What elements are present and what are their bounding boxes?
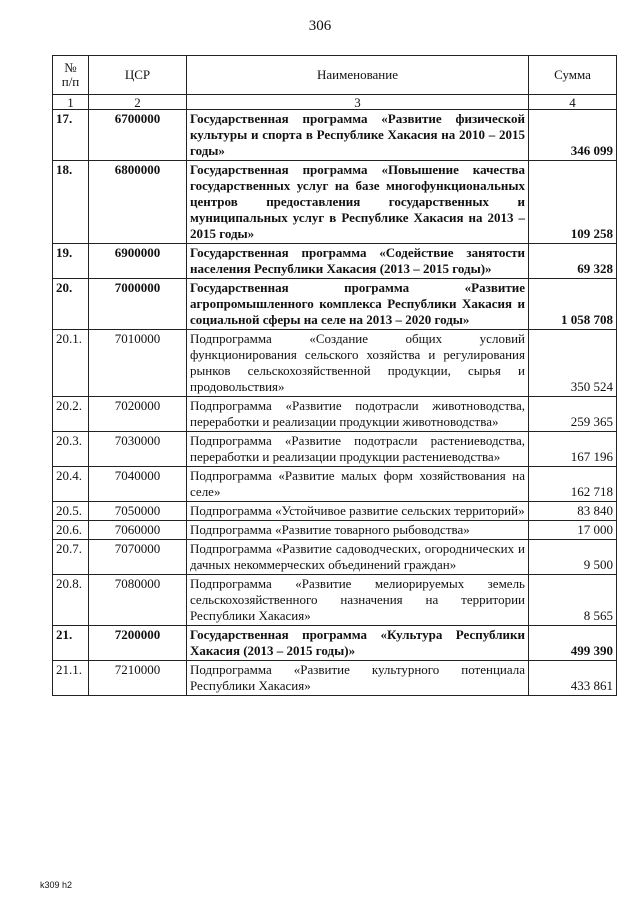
table-row xyxy=(53,540,617,575)
row-sum: 162 718 xyxy=(529,467,617,502)
column-index-row xyxy=(53,95,617,110)
row-sum: 433 861 xyxy=(529,661,617,696)
table-row xyxy=(53,330,617,397)
row-csr-code: 7010000 xyxy=(89,330,187,397)
row-sum: 8 565 xyxy=(529,575,617,626)
row-sum: 167 196 xyxy=(529,432,617,467)
table-row xyxy=(53,279,617,330)
row-name: Государственная программа «Развитие физической культуры и спорта в Республике Хакасия на 2010 – 2015 годы» xyxy=(187,110,529,161)
row-name: Подпрограмма «Развитие мелиорируемых земель сельскохозяйственного назначения на территории Республики Хакасия» xyxy=(187,575,529,626)
footer-code: k309 h2 xyxy=(40,880,73,890)
column-index: 3 xyxy=(187,95,529,110)
row-name: Подпрограмма «Создание общих условий функционирования сельского хозяйства и регулирования рынков сельскохозяйственной продукции, сырья и продовольствия» xyxy=(187,330,529,397)
budget-table xyxy=(52,55,617,696)
row-csr-code: 6800000 xyxy=(89,161,187,244)
column-index: 4 xyxy=(529,95,617,110)
table-row xyxy=(53,661,617,696)
row-sum: 109 258 xyxy=(529,161,617,244)
row-number: 17. xyxy=(53,110,89,161)
row-csr-code: 7040000 xyxy=(89,467,187,502)
row-sum: 1 058 708 xyxy=(529,279,617,330)
page-number: 306 xyxy=(308,18,332,34)
row-csr-code: 6700000 xyxy=(89,110,187,161)
row-name: Государственная программа «Содействие занятости населения Республики Хакасия (2013 – 2015 годы)» xyxy=(187,244,529,279)
row-number: 20.2. xyxy=(53,397,89,432)
row-name: Подпрограмма «Развитие подотрасли животноводства, переработки и реализации продукции животноводства» xyxy=(187,397,529,432)
row-csr-code: 7200000 xyxy=(89,626,187,661)
row-name: Государственная программа «Культура Республики Хакасия (2013 – 2015 годы)» xyxy=(187,626,529,661)
row-name: Государственная программа «Развитие агропромышленного комплекса Республики Хакасия и социальной сферы на селе на 2013 – 2020 годы» xyxy=(187,279,529,330)
row-sum: 499 390 xyxy=(529,626,617,661)
row-csr-code: 6900000 xyxy=(89,244,187,279)
table-row xyxy=(53,244,617,279)
table-row xyxy=(53,521,617,540)
row-csr-code: 7060000 xyxy=(89,521,187,540)
header-sum: Сумма xyxy=(529,56,617,95)
row-name: Государственная программа «Повышение качества государственных услуг на базе многофункциональных центров предоставления государственных и муниципальных услуг в Республике Хакасия на 2013 – 2015 годы» xyxy=(187,161,529,244)
table-row xyxy=(53,502,617,521)
table-body xyxy=(53,110,617,696)
row-sum: 350 524 xyxy=(529,330,617,397)
table-row xyxy=(53,467,617,502)
row-name: Подпрограмма «Развитие малых форм хозяйствования на селе» xyxy=(187,467,529,502)
row-name: Подпрограмма «Устойчивое развитие сельских территорий» xyxy=(187,502,529,521)
row-number: 19. xyxy=(53,244,89,279)
table-row xyxy=(53,397,617,432)
row-sum: 259 365 xyxy=(529,397,617,432)
column-index: 1 xyxy=(53,95,89,110)
column-index: 2 xyxy=(89,95,187,110)
row-csr-code: 7020000 xyxy=(89,397,187,432)
row-csr-code: 7210000 xyxy=(89,661,187,696)
table-row xyxy=(53,432,617,467)
header-name: Наименование xyxy=(187,56,529,95)
row-csr-code: 7030000 xyxy=(89,432,187,467)
table-row xyxy=(53,575,617,626)
row-number: 20.5. xyxy=(53,502,89,521)
row-csr-code: 7000000 xyxy=(89,279,187,330)
row-csr-code: 7080000 xyxy=(89,575,187,626)
row-sum: 346 099 xyxy=(529,110,617,161)
row-number: 21. xyxy=(53,626,89,661)
row-number: 20.4. xyxy=(53,467,89,502)
row-csr-code: 7050000 xyxy=(89,502,187,521)
row-number: 20.7. xyxy=(53,540,89,575)
row-sum: 9 500 xyxy=(529,540,617,575)
row-number: 21.1. xyxy=(53,661,89,696)
table-header-row xyxy=(53,56,617,95)
row-name: Подпрограмма «Развитие подотрасли растениеводства, переработки и реализации продукции растениеводства» xyxy=(187,432,529,467)
row-sum: 17 000 xyxy=(529,521,617,540)
row-number: 20.1. xyxy=(53,330,89,397)
row-sum: 83 840 xyxy=(529,502,617,521)
row-number: 20.3. xyxy=(53,432,89,467)
row-csr-code: 7070000 xyxy=(89,540,187,575)
row-number: 20.6. xyxy=(53,521,89,540)
row-number: 18. xyxy=(53,161,89,244)
table-row xyxy=(53,626,617,661)
header-csr: ЦСР xyxy=(89,56,187,95)
row-name: Подпрограмма «Развитие садоводческих, огороднических и дачных некоммерческих объединений граждан» xyxy=(187,540,529,575)
row-name: Подпрограмма «Развитие товарного рыбоводства» xyxy=(187,521,529,540)
header-num: № п/п xyxy=(53,56,89,95)
row-sum: 69 328 xyxy=(529,244,617,279)
row-number: 20.8. xyxy=(53,575,89,626)
row-number: 20. xyxy=(53,279,89,330)
table-row xyxy=(53,161,617,244)
row-name: Подпрограмма «Развитие культурного потенциала Республики Хакасия» xyxy=(187,661,529,696)
table-row xyxy=(53,110,617,161)
